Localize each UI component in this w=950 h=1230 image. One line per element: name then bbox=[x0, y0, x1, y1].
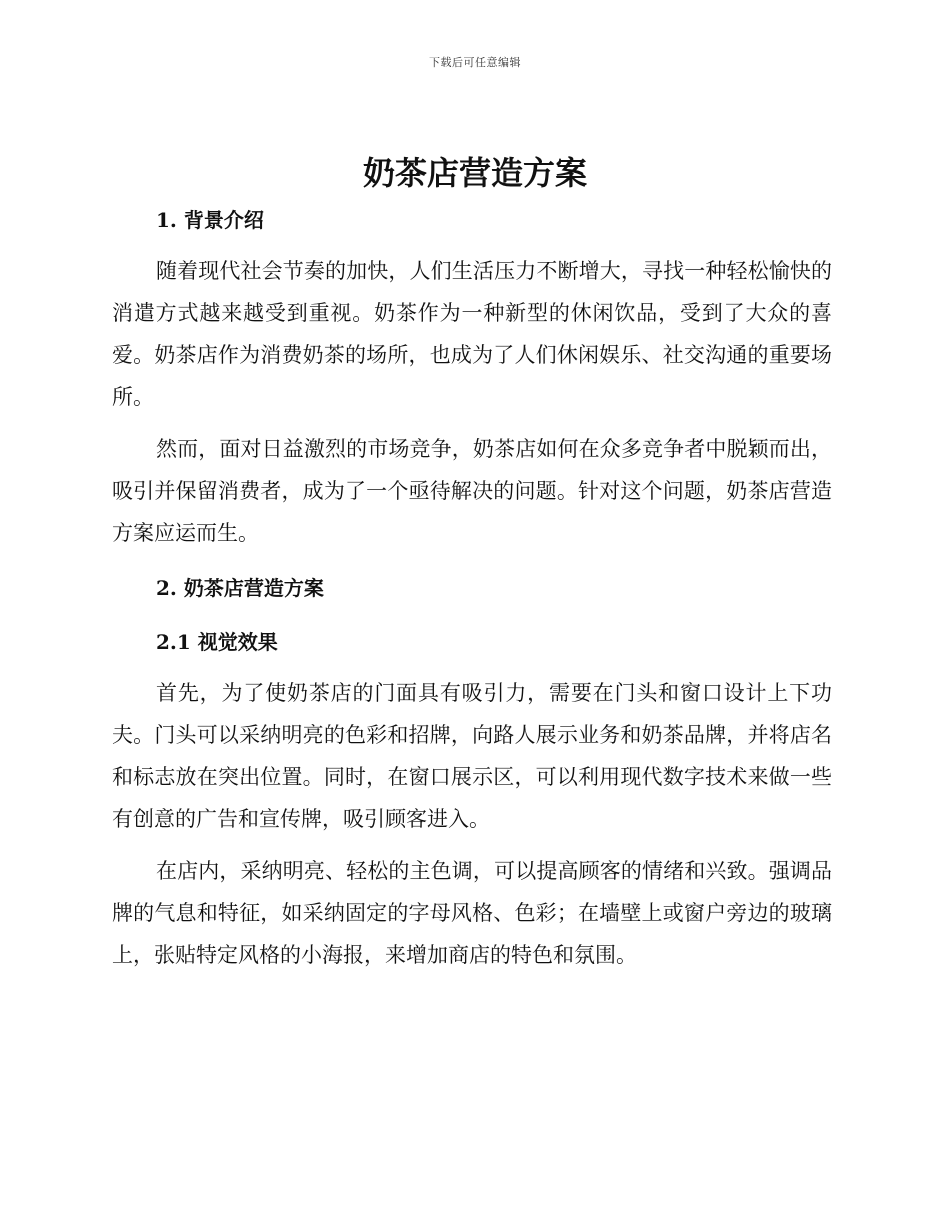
document-title: 奶茶店营造方案 bbox=[362, 154, 587, 192]
subsection-heading-visual: 2.1 视觉效果 bbox=[156, 630, 278, 654]
paragraph-background-2: 然而，面对日益激烈的市场竞争，奶茶店如何在众多竞争者中脱颖而出，吸引并保留消费者，成为了一个亟待解决的问题。针对这个问题，奶茶店营造方案应运而生。 bbox=[112, 437, 832, 545]
page-header-note: 下载后可任意编辑 bbox=[429, 56, 521, 69]
paragraph-background-1: 随着现代社会节奏的加快，人们生活压力不断增大，寻找一种轻松愉快的消遣方式越来越受到重视。奶茶作为一种新型的休闲饮品，受到了大众的喜爱。奶茶店作为消费奶茶的场所，也成为了人们休闲娱乐、社交沟通的重要场所。 bbox=[112, 259, 832, 409]
document-body bbox=[112, 200, 832, 976]
section-heading-plan: 2. 奶茶店营造方案 bbox=[156, 576, 324, 600]
paragraph-visual-2: 在店内，采纳明亮、轻松的主色调，可以提高顾客的情绪和兴致。强调品牌的气息和特征，如采纳固定的字母风格、色彩；在墙壁上或窗户旁边的玻璃上，张贴特定风格的小海报，来增加商店的特色和氛围。 bbox=[112, 859, 832, 967]
section-heading-background: 1. 背景介绍 bbox=[156, 208, 264, 232]
paragraph-visual-1: 首先，为了使奶茶店的门面具有吸引力，需要在门头和窗口设计上下功夫。门头可以采纳明亮的色彩和招牌，向路人展示业务和奶茶品牌，并将店名和标志放在突出位置。同时，在窗口展示区，可以利用现代数字技术来做一些有创意的广告和宣传牌，吸引顾客进入。 bbox=[112, 681, 832, 831]
